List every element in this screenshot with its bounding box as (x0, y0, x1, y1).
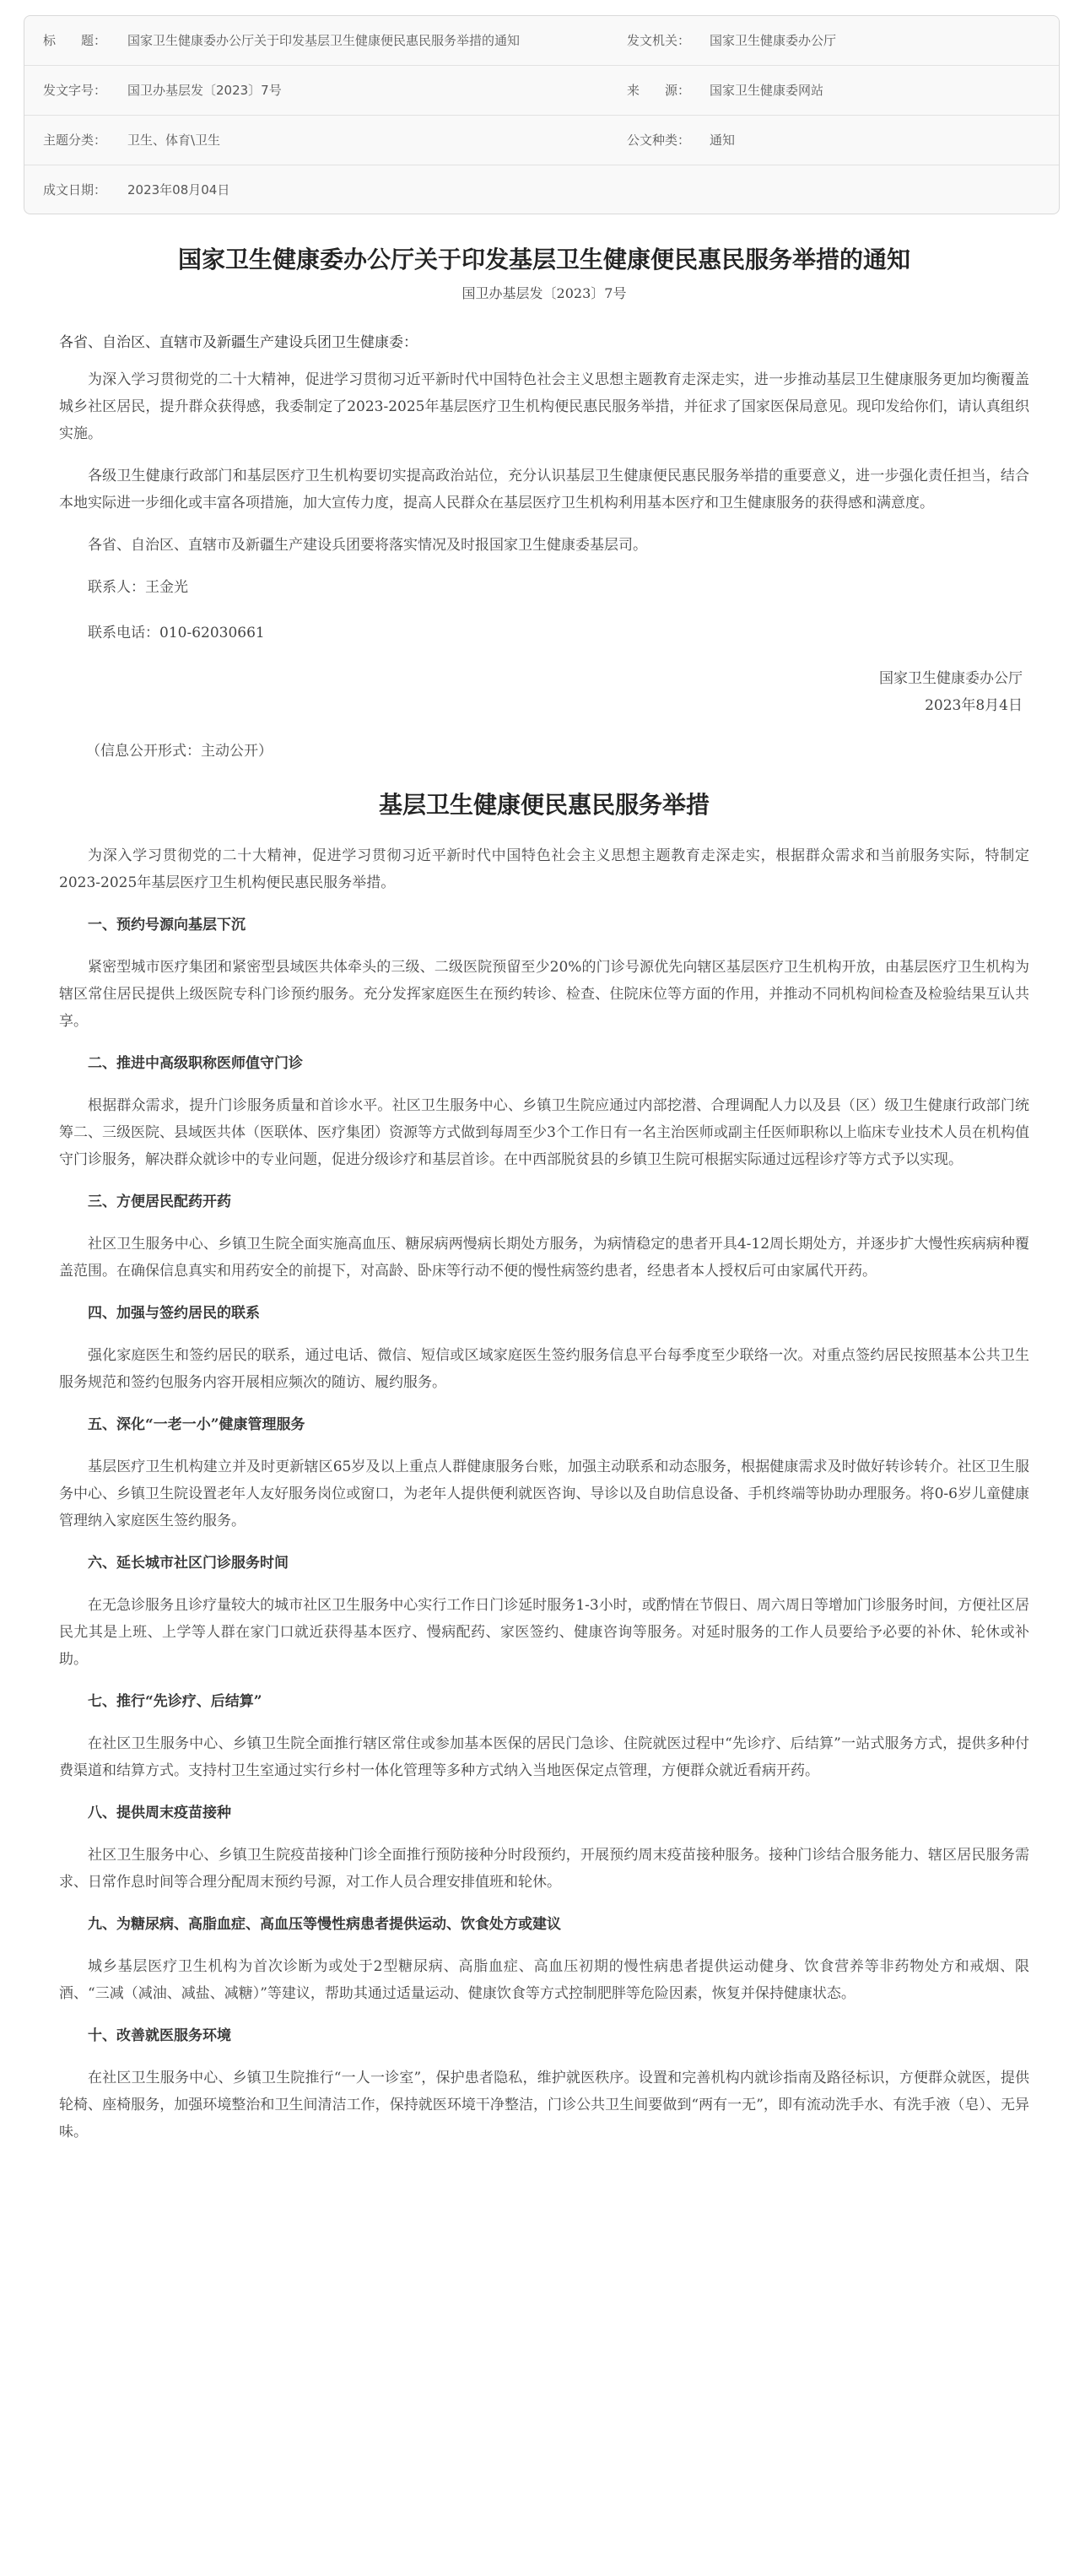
section-heading: 六、延长城市社区门诊服务时间 (88, 1555, 289, 1572)
notice-paragraph: 各省、自治区、直辖市及新疆生产建设兵团要将落实情况及时报国家卫生健康委基层司。 (88, 537, 647, 554)
section-body: 强化家庭医生和签约居民的联系，通过电话、微信、短信或区域家庭医生签约服务信息平台每季度至少联络一次。对重点签约居民按照基本公共卫生服务规范和签约包服务内容开展相应频次的随访、履约服务。 (59, 1347, 1029, 1391)
meta-value-issuer: 国家卫生健康委办公厅 (710, 33, 837, 48)
section-body: 城乡基层医疗卫生机构为首次诊断为或处于2型糖尿病、高脂血症、高血压初期的慢性病患者提供运动健身、饮食营养等非药物处方和戒烟、限酒、“三减（减油、减盐、减糖）”等建议，帮助其通过适量运动、健康饮食等方式控制肥胖等危险因素，恢复并保持健康状态。 (59, 1958, 1029, 2002)
section-body: 在社区卫生服务中心、乡镇卫生院全面推行辖区常住或参加基本医保的居民门急诊、住院就医过程中“先诊疗、后结算”一站式服务方式，提供多种付费渠道和结算方式。支持村卫生室通过实行乡村一体化管理等多种方式纳入当地医保定点管理，方便群众就近看病开药。 (59, 1735, 1029, 1779)
disclosure-note: （信息公开形式：主动公开） (86, 743, 273, 760)
measures-intro: 为深入学习贯彻党的二十大精神，促进学习贯彻习近平新时代中国特色社会主义思想主题教育走深走实，根据群众需求和当前服务实际，特制定2023-2025年基层医疗卫生机构便民惠民服务举措。 (59, 847, 1029, 891)
meta-row-doc-number (24, 66, 1059, 116)
signature-org: 国家卫生健康委办公厅 (879, 670, 1023, 687)
notice-paragraph: 各级卫生健康行政部门和基层医疗卫生机构要切实提高政治站位，充分认识基层卫生健康便民惠民服务举措的重要意义，进一步强化责任担当，结合本地实际进一步细化或丰富各项措施，加大宣传力度，提高人民群众在基层医疗卫生机构利用基本医疗和卫生健康服务的获得感和满意度。 (59, 468, 1029, 511)
measures-title: 基层卫生健康便民惠民服务举措 (378, 791, 710, 819)
meta-row-category (24, 116, 1059, 165)
meta-label-doc-type: 公文种类： (627, 133, 691, 148)
contact-person: 联系人：王金光 (88, 579, 188, 596)
section-heading: 八、提供周末疫苗接种 (88, 1805, 231, 1821)
section-heading: 四、加强与签约居民的联系 (88, 1305, 260, 1322)
meta-value-date: 2023年08月04日 (127, 182, 230, 198)
section-heading: 十、改善就医服务环境 (88, 2027, 231, 2044)
meta-row-date (24, 165, 1059, 214)
document-body (59, 221, 1029, 2161)
section-body: 在社区卫生服务中心、乡镇卫生院推行“一人一诊室”，保护患者隐私，维护就医秩序。设置和完善机构内就诊指南及路径标识，方便群众就医，提供轮椅、座椅服务，加强环境整治和卫生间清洁工作，保持就医环境干净整洁，门诊公共卫生间要做到“两有一无”，即有流动洗手水、有洗手液（皂）、无异味。 (59, 2070, 1029, 2140)
meta-value-source: 国家卫生健康委网站 (710, 83, 824, 98)
section-body: 在无急诊服务且诊疗量较大的城市社区卫生服务中心实行工作日门诊延时服务1-3小时，或酌情在节假日、周六周日等增加门诊服务时间，方便社区居民尤其是上班、上学等人群在家门口就近获得基本医疗、慢病配药、家医签约、健康咨询等服务。对延时服务的工作人员要给予必要的补休、轮休或补助。 (59, 1597, 1029, 1668)
notice-title: 国家卫生健康委办公厅关于印发基层卫生健康便民惠民服务举措的通知 (177, 246, 910, 273)
meta-row-title (24, 16, 1059, 66)
meta-label-issuer: 发文机关： (627, 33, 691, 48)
document-meta-table (24, 15, 1060, 214)
meta-label-category: 主题分类： (43, 133, 107, 148)
meta-value-category: 卫生、体育\卫生 (127, 133, 221, 148)
section-heading: 二、推进中高级职称医师值守门诊 (88, 1055, 303, 1072)
section-heading: 一、预约号源向基层下沉 (88, 917, 246, 934)
meta-value-title: 国家卫生健康委办公厅关于印发基层卫生健康便民惠民服务举措的通知 (127, 33, 521, 48)
contact-phone: 联系电话：010-62030661 (88, 625, 265, 641)
section-heading: 七、推行“先诊疗、后结算” (88, 1693, 262, 1710)
section-body: 社区卫生服务中心、乡镇卫生院全面实施高血压、糖尿病两慢病长期处方服务，为病情稳定的患者开具4-12周长期处方，并逐步扩大慢性疾病病种覆盖范围。在确保信息真实和用药安全的前提下，对高龄、卧床等行动不便的慢性病签约患者，经患者本人授权后可由家属代开药。 (59, 1236, 1029, 1280)
notice-salutation: 各省、自治区、直辖市及新疆生产建设兵团卫生健康委： (59, 334, 418, 351)
section-body: 紧密型城市医疗集团和紧密型县域医共体牵头的三级、二级医院预留至少20%的门诊号源优先向辖区基层医疗卫生机构开放，由基层医疗卫生机构为辖区常住居民提供上级医院专科门诊预约服务。充分发挥家庭医生在预约转诊、检查、住院床位等方面的作用，并推动不同机构间检查及检验结果互认共享。 (59, 959, 1029, 1030)
meta-label-date: 成文日期： (43, 182, 107, 198)
meta-value-doc-number: 国卫办基层发〔2023〕7号 (127, 83, 282, 98)
section-body: 基层医疗卫生机构建立并及时更新辖区65岁及以上重点人群健康服务台账，加强主动联系和动态服务，根据健康需求及时做好转诊转介。社区卫生服务中心、乡镇卫生院设置老年人友好服务岗位或窗口，为老年人提供便利就医咨询、导诊以及自助信息设备、手机终端等协助办理服务。将0-6岁儿童健康管理纳入家庭医生签约服务。 (59, 1458, 1029, 1529)
section-body: 根据群众需求，提升门诊服务质量和首诊水平。社区卫生服务中心、乡镇卫生院应通过内部挖潜、合理调配人力以及县（区）级卫生健康行政部门统筹二、三级医院、县域医共体（医联体、医疗集团）资源等方式做到每周至少3个工作日有一名主治医师或副主任医师职称以上临床专业技术人员在机构值守门诊服务，解决群众就诊中的专业问题，促进分级诊疗和基层首诊。在中西部脱贫县的乡镇卫生院可根据实际通过远程诊疗等方式予以实现。 (59, 1097, 1029, 1168)
meta-value-doc-type: 通知 (710, 133, 736, 148)
section-heading: 九、为糖尿病、高脂血症、高血压等慢性病患者提供运动、饮食处方或建议 (88, 1916, 561, 1933)
meta-label-doc-number: 发文字号： (43, 83, 107, 98)
section-heading: 三、方便居民配药开药 (88, 1193, 231, 1210)
meta-label-title: 标 题： (43, 33, 107, 48)
signature-date: 2023年8月4日 (925, 697, 1023, 714)
notice-paragraph: 为深入学习贯彻党的二十大精神，促进学习贯彻习近平新时代中国特色社会主义思想主题教育走深走实，进一步推动基层卫生健康服务更加均衡覆盖城乡社区居民，提升群众获得感，我委制定了2023-2025年基层医疗卫生机构便民惠民服务举措，并征求了国家医保局意见。现印发给你们，请认真组织实施。 (59, 371, 1029, 442)
meta-label-source: 来 源： (627, 83, 691, 98)
section-body: 社区卫生服务中心、乡镇卫生院疫苗接种门诊全面推行预防接种分时段预约，开展预约周末疫苗接种服务。接种门诊结合服务能力、辖区居民服务需求、日常作息时间等合理分配周末预约号源，对工作人员合理安排值班和轮休。 (59, 1847, 1029, 1891)
section-heading: 五、深化“一老一小”健康管理服务 (88, 1416, 305, 1433)
notice-doc-number: 国卫办基层发〔2023〕7号 (462, 285, 627, 301)
